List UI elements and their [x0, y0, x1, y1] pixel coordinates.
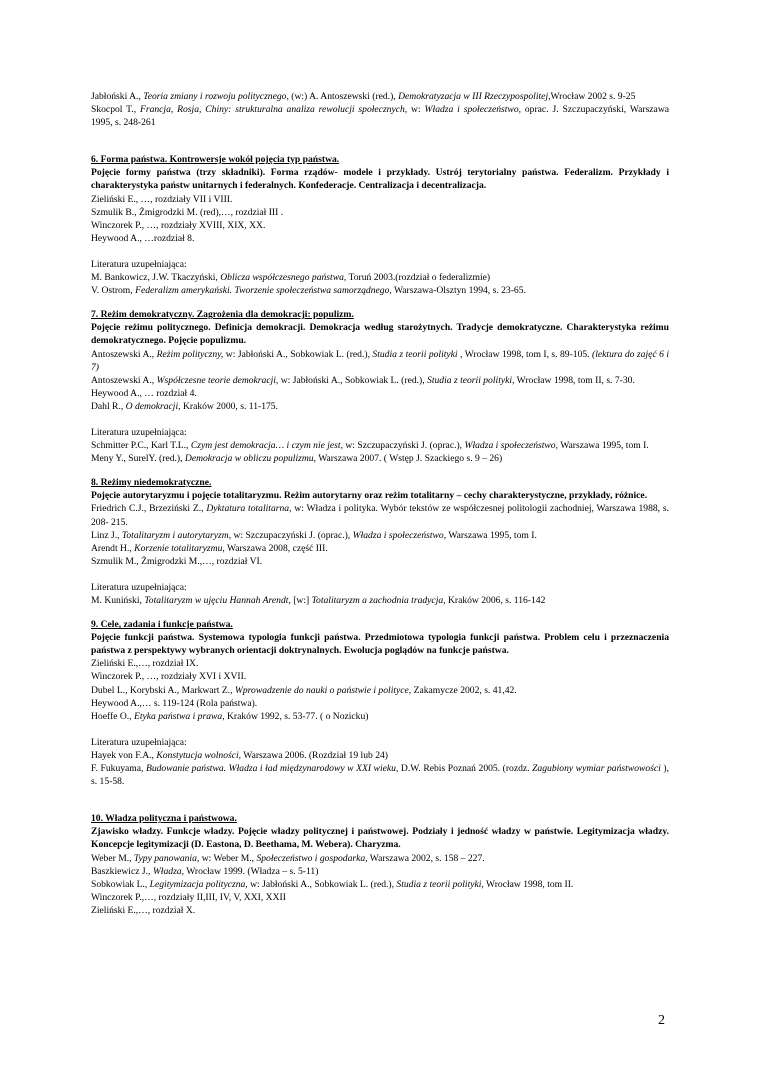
reference-item: Hoeffe O., Etyka państwa i prawa, Kraków 1992, s. 53-77. ( o Nozicku) [91, 710, 369, 722]
page-content [91, 90, 669, 917]
reference-item: Heywood A., … rozdział 4. [91, 387, 197, 399]
reference-item: Zieliński E., …, rozdziały VII i VIII. [91, 193, 233, 205]
reference-item: Baszkiewicz J., Władza, Wrocław 1999. (Władza – s. 5-11) [91, 865, 319, 877]
supplementary-label: Literatura uzupełniająca: [91, 258, 187, 270]
supplementary-label: Literatura uzupełniająca: [91, 426, 187, 438]
reference-item: Winczorek P., …, rozdziały XVI i XVII. [91, 671, 247, 683]
reference-item: Dahl R., O demokracji, Kraków 2000, s. 11-175. [91, 400, 278, 412]
section-8-topic: Pojęcie autorytaryzmu i pojęcie totalitaryzmu. Reżim autorytarny oraz reżim totalitarny – cechy charakterystyczne, przykłady, różnice. [91, 490, 648, 502]
reference-item: V. Ostrom, Federalizm amerykański. Tworzenie społeczeństwa samorządnego, Warszawa-Olsztyn 1994, s. 23-65. [91, 285, 526, 297]
section-6-topic: Pojęcie formy państwa (trzy składniki). Forma rządów- modele i przykłady. Ustrój terytorialny państwa. Federalizm. Przykłady i charakterystyka państw unitarnych i federalnych. Konfederacje. Centralizacja i decentralizacja. [91, 167, 669, 192]
section-6-heading: 6. Forma państwa. Kontrowersje wokół pojęcia typ państwa. [91, 154, 340, 166]
reference-item: Antoszewski A., Reżim polityczny, w: Jabłoński A., Sobkowiak L. (red.), Studia z teorii polityki , Wrocław 1998, tom I, s. 89-105. (lektura do zajęć 6 i 7) [91, 348, 669, 373]
reference-item: M. Bankowicz, J.W. Tkaczyński, Oblicza współczesnego państwa, Toruń 2003.(rozdział o federalizmie) [91, 272, 491, 284]
reference-item: Weber M., Typy panowania, w: Weber M., Społeczeństwo i gospodarka, Warszawa 2002, s. 158 – 227. [91, 852, 485, 864]
section-9-heading: 9. Cele, zadania i funkcje państwa. [91, 619, 233, 631]
reference-item: F. Fukuyama, Budowanie państwa. Władza i ład międzynarodowy w XXI wieku, D.W. Rebis Poznań 2005. (rozdz. Zagubiony wymiar państwowości ), s. 15-58. [91, 763, 669, 788]
reference-item: Jabłoński A., Teoria zmiany i rozwoju politycznego, (w:) A. Antoszewski (red.), Demokratyzacja w III Rzeczypospolitej,Wrocław 2002 s. 9-25 [91, 91, 636, 102]
page-number: 2 [658, 1013, 665, 1028]
reference-item: Szmulik M., Żmigrodzki M.,…, rozdział VI. [91, 555, 263, 567]
reference-item: Arendt H., Korzenie totalitaryzmu, Warszawa 2008, część III. [91, 542, 328, 554]
supplementary-label: Literatura uzupełniająca: [91, 736, 187, 748]
section-7-topic: Pojęcie reżimu politycznego. Definicja demokracji. Demokracja według starożytnych. Tradycje demokratyczne. Charakterystyka reżimu demokratycznego. Pojęcie populizmu. [91, 322, 669, 347]
section-8-heading: 8. Reżimy niedemokratyczne. [91, 477, 212, 489]
reference-item: Hayek von F.A., Konstytucja wolności, Warszawa 2006. (Rozdział 19 lub 24) [91, 749, 388, 761]
reference-item: Winczorek P.,…, rozdziały II,III, IV, V, XXI, XXII [91, 891, 286, 903]
reference-item: Zieliński E.,…, rozdział X. [91, 904, 196, 916]
section-9-topic: Pojęcie funkcji państwa. Systemowa typologia funkcji państwa. Przedmiotowa typologia funkcji państwa. Problem celu i przeznaczenia państwa z perspektywy wybranych orientacji doktrynalnych. Ewolucja poglądów na funkcje państwa. [91, 632, 669, 657]
reference-item: Heywood A., …rozdział 8. [91, 232, 195, 244]
reference-item: Linz J., Totalitaryzm i autorytaryzm, w: Szczupaczyński J. (oprac.), Władza i społeczeństwo, Warszawa 1995, tom I. [91, 529, 537, 541]
reference-item: Zieliński E.,…, rozdział IX. [91, 658, 199, 670]
section-10-topic: Zjawisko władzy. Funkcje władzy. Pojęcie władzy politycznej i państwowej. Podziały i jedność władzy w państwie. Legitymizacja władzy. Koncepcje legitymizacji (D. Eastona, D. Beethama, M. Webera). Charyzma. [91, 826, 669, 851]
reference-item: Winczorek P., …, rozdziały XVIII, XIX, XX. [91, 219, 266, 231]
reference-item: Skocpol T., Francja, Rosja, Chiny: strukturalna analiza rewolucji społecznych, w: Władza i społeczeństwo, oprac. J. Szczupaczyński, Warszawa 1995, s. 248-261 [91, 104, 669, 129]
reference-item: Antoszewski A., Współczesne teorie demokracji, w: Jabłoński A., Sobkowiak L. (red.), Studia z teorii polityki, Wrocław 1998, tom II, s. 7-30. [91, 374, 635, 386]
reference-item: M. Kuniński, Totalitaryzm w ujęciu Hannah Arendt, [w:] Totalitaryzm a zachodnia tradycja, Kraków 2006, s. 116-142 [91, 595, 546, 606]
supplementary-label: Literatura uzupełniająca: [91, 581, 187, 593]
section-10-heading: 10. Władza polityczna i państwowa. [91, 813, 237, 825]
reference-item: Meny Y., SurelY. (red.), Demokracja w obliczu populizmu, Warszawa 2007. ( Wstęp J. Szackiego s. 9 – 26) [91, 453, 503, 465]
reference-item: Friedrich C.J., Brzeziński Z., Dyktatura totalitarna, w: Władza i polityka. Wybór tekstów ze współczesnej politologii zachodniej, Warszawa 1988, s. 208- 215. [91, 503, 669, 528]
reference-item: Schmitter P.C., Karl T.L., Czym jest demokracja… i czym nie jest, w: Szczupaczyński J. (oprac.), Władza i społeczeństwo, Warszawa 1995, tom I. [91, 440, 649, 452]
reference-item: Dubel L., Korybski A., Markwart Z., Wprowadzenie do nauki o państwie i polityce, Zakamycze 2002, s. 41,42. [91, 684, 517, 696]
reference-item: Szmulik B., Żmigrodzki M. (red),…, rozdział III . [91, 206, 284, 218]
section-7-heading: 7. Reżim demokratyczny. Zagrożenia dla demokracji: populizm. [91, 309, 354, 321]
reference-item: Sobkowiak L., Legitymizacja polityczna, w: Jabłoński A., Sobkowiak L. (red.), Studia z teorii polityki, Wrocław 1998, tom II. [91, 878, 574, 890]
reference-item: Heywood A.,… s. 119-124 (Rola państwa). [91, 697, 258, 709]
